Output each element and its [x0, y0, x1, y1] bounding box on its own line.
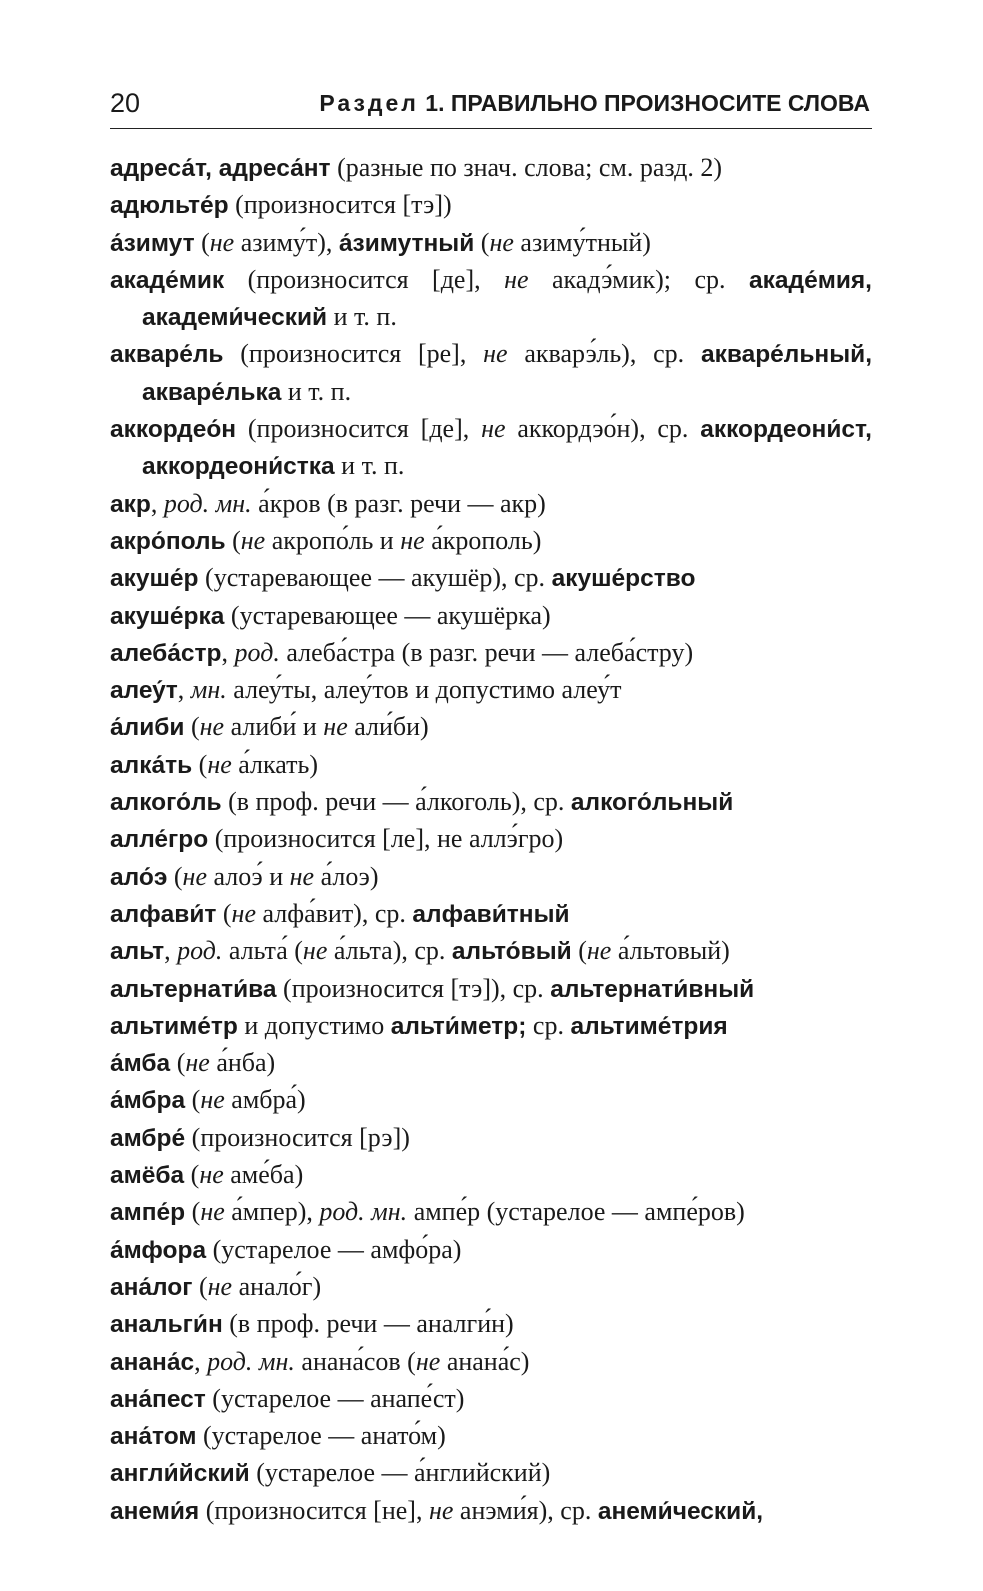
dictionary-entry — [110, 1008, 872, 1045]
entry-text: альта́ ( — [222, 936, 303, 966]
entry-text: , — [221, 637, 235, 667]
dictionary-entry — [110, 486, 872, 523]
entry-text: , — [177, 675, 191, 705]
entry-text: ( — [184, 712, 200, 742]
entry-text: (устарелое — анато́м) — [196, 1421, 446, 1451]
entry-text: ( — [170, 1048, 186, 1078]
italic-note: род. мн. — [319, 1197, 408, 1227]
dictionary-entry — [110, 635, 872, 672]
italic-note: не — [483, 339, 508, 369]
dictionary-entry — [110, 598, 872, 635]
dictionary-entry — [110, 672, 872, 709]
italic-note: не — [504, 264, 529, 294]
entry-text: (произносится [де], — [236, 414, 482, 444]
entry-text: ампе́р (устарелое — ампе́ров) — [407, 1197, 745, 1227]
dictionary-entry — [110, 150, 872, 187]
headword: алле́гро — [110, 826, 209, 854]
dictionary-entry — [110, 1306, 872, 1343]
section-word: Раздел — [319, 90, 419, 116]
entry-text: ( — [216, 898, 232, 928]
dictionary-entry — [110, 1194, 872, 1231]
headword: а́мфора — [110, 1236, 207, 1264]
italic-note: не — [302, 936, 328, 966]
italic-note: не — [231, 898, 256, 928]
headword: а́либи — [110, 714, 185, 742]
italic-note: род. мн. — [163, 488, 252, 518]
dictionary-entry — [110, 1157, 872, 1194]
entry-text: (произносится [ре], — [223, 339, 484, 369]
dictionary-entry — [110, 1232, 872, 1269]
entry-text: (произносится [де], — [224, 264, 505, 294]
entry-text: азиму́т), — [234, 227, 339, 257]
italic-note: не — [586, 936, 612, 966]
entry-text: анана́с) — [440, 1346, 530, 1376]
italic-note: не — [182, 861, 207, 891]
headword: альтернати́ва — [110, 975, 277, 1003]
italic-note: род. — [234, 637, 280, 667]
dictionary-entry — [110, 1269, 872, 1306]
headword: амбре́ — [110, 1124, 186, 1152]
entry-text: ( — [184, 1160, 200, 1190]
dictionary-entry — [110, 747, 872, 784]
dictionary-entry — [110, 1344, 872, 1381]
entry-text: , — [194, 1346, 208, 1376]
entry-text: ( — [194, 227, 210, 257]
entry-text: али́би) — [347, 712, 429, 742]
headword: а́зимут — [110, 229, 195, 257]
entry-text: (произносится [тэ]) — [228, 190, 452, 220]
dictionary-entry — [110, 971, 872, 1008]
entry-text: аме́ба) — [223, 1160, 304, 1190]
entry-text: ( — [192, 749, 208, 779]
entry-text: анэми́я), ср. — [453, 1495, 598, 1525]
headword: адреса́т, адреса́нт — [110, 155, 331, 182]
entry-text: азиму́тный) — [513, 227, 651, 257]
entry-text: (устарелое — амфо́ра) — [206, 1234, 462, 1264]
italic-note: не — [240, 525, 266, 555]
page-header — [110, 88, 872, 129]
entry-text: а́крополь) — [424, 525, 542, 555]
dictionary-entry — [110, 262, 872, 337]
dictionary-entry — [110, 187, 872, 224]
entry-text: (произносится [ле], не аллэ́гро) — [208, 824, 564, 854]
headword: ампе́р — [110, 1199, 186, 1227]
headword: адюльте́р — [110, 192, 229, 220]
headword: алкого́льный — [570, 789, 734, 817]
dictionary-entry — [110, 1381, 872, 1418]
entry-text: , — [164, 936, 178, 966]
entry-text: ( — [185, 1085, 201, 1115]
entry-text: и т. п. — [327, 302, 397, 332]
dictionary-entry — [110, 336, 872, 411]
entry-text: (в проф. речи — аналги́н) — [222, 1309, 514, 1339]
headword: а́мба — [110, 1050, 171, 1078]
entry-text: алоэ́ и — [207, 861, 290, 891]
dictionary-entry — [110, 523, 872, 560]
headword: ана́том — [110, 1423, 197, 1451]
entry-text: ( — [571, 936, 587, 966]
headword: акуше́рка — [110, 602, 225, 630]
dictionary-entry — [110, 859, 872, 896]
headword: алфави́тный — [412, 900, 570, 928]
entry-text: (устарелое — а́нглийский) — [249, 1458, 551, 1488]
headword: аккордео́н — [110, 416, 237, 444]
dictionary-entry — [110, 896, 872, 933]
headword: акр — [110, 490, 151, 518]
headword: алкого́ль — [110, 789, 222, 817]
headword: алфави́т — [110, 900, 217, 928]
headword: алка́ть — [110, 751, 193, 779]
italic-note: не — [323, 712, 348, 742]
entry-text: (разные по знач. слова; см. разд. 2) — [330, 153, 723, 182]
dictionary-entry — [110, 560, 872, 597]
dictionary-entries — [110, 150, 872, 1530]
headword: а́зимутный — [338, 229, 475, 257]
dictionary-entry — [110, 821, 872, 858]
headword: анальги́н — [110, 1311, 223, 1339]
headword: алеба́стр — [110, 639, 222, 667]
entry-text: (в проф. речи — а́лкоголь), ср. — [221, 787, 571, 817]
entry-text: а́мпер), — [224, 1197, 320, 1227]
entry-text: акропо́ль и — [265, 525, 401, 555]
entry-text: а́лоэ) — [314, 861, 379, 891]
entry-text: анало́г) — [232, 1271, 322, 1301]
entry-text: анана́сов ( — [294, 1346, 416, 1376]
headword: анеми́ческий, — [597, 1497, 764, 1525]
entry-text: (устаревающее — акушёрка) — [224, 600, 551, 630]
entry-text: ( — [474, 227, 490, 257]
entry-text: ( — [225, 525, 241, 555]
entry-text: ср. — [526, 1010, 571, 1040]
entry-text: а́лкать) — [231, 749, 318, 779]
entry-text: (устаревающее — акушёр), ср. — [198, 563, 552, 593]
headword: альто́вый — [451, 938, 572, 966]
entry-text: и т. п. — [334, 451, 405, 481]
italic-note: не — [489, 227, 514, 257]
entry-text: аккордэо́н), ср. — [505, 414, 701, 444]
dictionary-entry — [110, 1418, 872, 1455]
dictionary-entry — [110, 709, 872, 746]
headword: анеми́я — [110, 1497, 200, 1525]
entry-text: ( — [192, 1271, 208, 1301]
entry-text: алиби́ и — [224, 712, 324, 742]
headword: альтиме́тр — [110, 1012, 238, 1040]
entry-text: и т. п. — [281, 376, 352, 406]
headword: альтиме́трия — [570, 1012, 728, 1040]
italic-note: не — [207, 1271, 233, 1301]
entry-text: (произносится [тэ]), ср. — [276, 973, 551, 1003]
italic-note: не — [400, 525, 425, 555]
headword: акваре́льный, акваре́лька — [142, 341, 872, 406]
entry-text: амбра́) — [224, 1085, 306, 1115]
dictionary-entry — [110, 1493, 872, 1530]
italic-note: не — [185, 1048, 210, 1078]
italic-note: не — [207, 749, 232, 779]
dictionary-entry — [110, 784, 872, 821]
headword: аккордеони́ст, аккордеони́стка — [142, 416, 872, 481]
headword: акаде́мия, академи́ческий — [142, 266, 872, 332]
dictionary-entry — [110, 225, 872, 262]
dictionary-entry — [110, 1082, 872, 1119]
headword: акуше́рство — [551, 565, 696, 593]
headword: англи́йский — [110, 1460, 250, 1488]
italic-note: не — [428, 1495, 454, 1525]
page-number: 20 — [110, 88, 141, 118]
headword: акуше́р — [110, 565, 199, 593]
dictionary-entry — [110, 411, 872, 486]
italic-note: не — [200, 1085, 225, 1115]
entry-text: а́льтовый) — [611, 936, 730, 966]
entry-text: ( — [185, 1197, 201, 1227]
entry-text: , — [150, 488, 164, 518]
entry-text: акадэ́мик); ср. — [528, 264, 750, 294]
dictionary-entry — [110, 1045, 872, 1082]
italic-note: не — [481, 414, 506, 444]
italic-note: не — [200, 1197, 225, 1227]
entry-text: ( — [167, 861, 183, 891]
italic-note: не — [209, 227, 235, 257]
headword: ана́пест — [110, 1385, 206, 1413]
headword: алеу́т — [110, 677, 178, 705]
headword: а́мбра — [110, 1087, 186, 1115]
entry-text: (произносится [рэ]) — [185, 1122, 410, 1152]
headword: амёба — [110, 1162, 185, 1190]
italic-note: род. мн. — [207, 1346, 295, 1376]
headword: акаде́мик — [110, 266, 225, 294]
headword: акваре́ль — [110, 341, 224, 369]
entry-text: (устарелое — анапе́ст) — [205, 1383, 465, 1413]
entry-text: и допустимо — [237, 1010, 391, 1040]
dictionary-entry — [110, 1455, 872, 1492]
entry-text: акварэ́ль), ср. — [507, 339, 701, 369]
dictionary-entry — [110, 933, 872, 970]
italic-note: не — [199, 712, 225, 742]
headword: альтернати́вный — [550, 975, 755, 1003]
headword: ана́лог — [110, 1273, 193, 1301]
entry-text: (произносится [не], — [199, 1495, 429, 1525]
italic-note: не — [289, 861, 315, 891]
running-title — [319, 90, 870, 117]
section-title: 1. ПРАВИЛЬНО ПРОИЗНОСИТЕ СЛОВА — [425, 90, 870, 116]
entry-text: алеу́ты, алеу́тов и допустимо алеу́т — [226, 675, 622, 705]
italic-note: не — [415, 1346, 441, 1376]
entry-text: алеба́стра (в разг. речи — алеба́стру) — [279, 637, 694, 667]
headword: альти́метр; — [390, 1012, 527, 1040]
italic-note: род. — [177, 936, 223, 966]
entry-text: а́кров (в разг. речи — акр) — [251, 488, 546, 518]
entry-text: а́нба) — [209, 1048, 276, 1078]
entry-text: алфа́вит), ср. — [256, 898, 413, 928]
headword: анана́с — [110, 1348, 195, 1376]
headword: альт — [110, 938, 165, 966]
entry-text: а́льта), ср. — [327, 936, 452, 966]
dictionary-entry — [110, 1120, 872, 1157]
headword: ало́э — [110, 863, 168, 891]
italic-note: не — [199, 1160, 224, 1190]
italic-note: мн. — [190, 675, 227, 705]
headword: акро́поль — [110, 527, 226, 555]
